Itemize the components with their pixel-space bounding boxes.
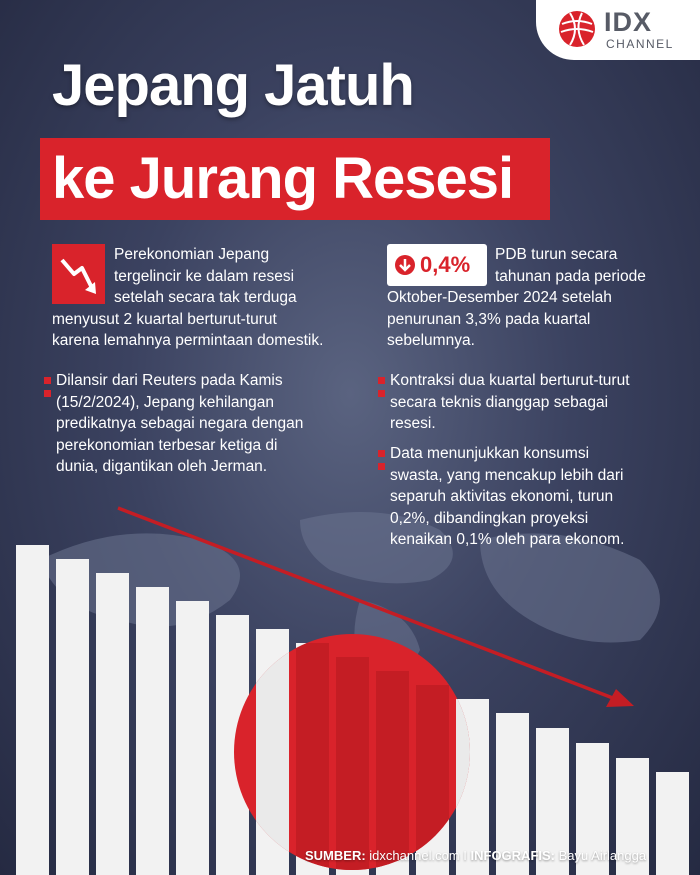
gdp-line: Oktober-Desember 2024 setelah bbox=[387, 289, 612, 306]
headline-line-2: ke Jurang Resesi bbox=[52, 146, 514, 211]
gdp-line: tahunan pada periode bbox=[495, 267, 646, 285]
intro-line: karena lemahnya permintaan domestik. bbox=[52, 332, 324, 349]
intro-line: menyusut 2 kuartal berturut-turut bbox=[52, 310, 277, 328]
source-label: SUMBER: bbox=[305, 848, 366, 863]
intro-line: setelah secara tak terduga bbox=[114, 289, 297, 306]
bullet-line: 0,2%, dibandingkan proyeksi bbox=[390, 509, 589, 527]
intro-paragraph bbox=[52, 244, 372, 352]
bullet-line: kenaikan 0,1% oleh para ekonom. bbox=[390, 531, 625, 548]
logo-ball-icon bbox=[558, 10, 596, 48]
gdp-line: sebelumnya. bbox=[387, 332, 475, 349]
bullet-line: resesi. bbox=[390, 415, 436, 432]
logo-name: IDX bbox=[604, 7, 653, 37]
bullet-marker bbox=[44, 390, 51, 397]
gdp-paragraph bbox=[387, 244, 687, 352]
bullet-line: Kontraksi dua kuartal berturut-turut bbox=[390, 372, 630, 389]
bar bbox=[656, 772, 689, 875]
source-credit bbox=[305, 848, 646, 863]
bullet-line: separuh aktivitas ekonomi, turun bbox=[390, 488, 614, 505]
bullet-line: perekonomian terbesar ketiga di bbox=[56, 436, 278, 454]
bullet-line: (15/2/2024), Jepang kehilangan bbox=[56, 393, 275, 411]
gdp-badge-value: 0,4% bbox=[420, 252, 471, 277]
bar bbox=[56, 559, 89, 875]
bullet-marker bbox=[378, 377, 385, 384]
bar bbox=[96, 573, 129, 875]
footer-separator: I bbox=[463, 848, 467, 863]
bullet-line: predikatnya sebagai negara dengan bbox=[56, 415, 304, 432]
headline-line-1: Jepang Jatuh bbox=[52, 53, 414, 118]
bar bbox=[136, 587, 169, 875]
brand-logo bbox=[536, 0, 700, 60]
intro-line: Perekonomian Jepang bbox=[114, 246, 270, 263]
bullet-line: Data menunjukkan konsumsi bbox=[390, 445, 590, 462]
bar bbox=[176, 601, 209, 875]
logo-subtitle: CHANNEL bbox=[606, 37, 674, 51]
left-bullet-text bbox=[56, 370, 356, 478]
gdp-line: penurunan 3,3% pada kuartal bbox=[387, 310, 591, 328]
bullet-marker bbox=[44, 377, 51, 384]
bullet-marker bbox=[378, 450, 385, 457]
right-bullet-1 bbox=[390, 370, 690, 435]
bullet-line: Dilansir dari Reuters pada Kamis bbox=[56, 372, 283, 389]
bullet-line: swasta, yang mencakup lebih dari bbox=[390, 466, 624, 484]
bullet-line: secara teknis dianggap sebagai bbox=[390, 393, 609, 411]
bullet-marker bbox=[378, 390, 385, 397]
intro-line: tergelincir ke dalam resesi bbox=[114, 267, 295, 285]
source-value: idxchannel.com bbox=[369, 848, 460, 863]
credit-label: INFOGRAFIS: bbox=[470, 848, 555, 863]
bar bbox=[16, 545, 49, 875]
bullet-line: dunia, digantikan oleh Jerman. bbox=[56, 458, 268, 475]
bullet-marker bbox=[378, 463, 385, 470]
gdp-line: PDB turun secara bbox=[495, 246, 618, 263]
right-bullet-2 bbox=[390, 443, 690, 551]
credit-value: Bayu Airlangga bbox=[558, 848, 647, 863]
